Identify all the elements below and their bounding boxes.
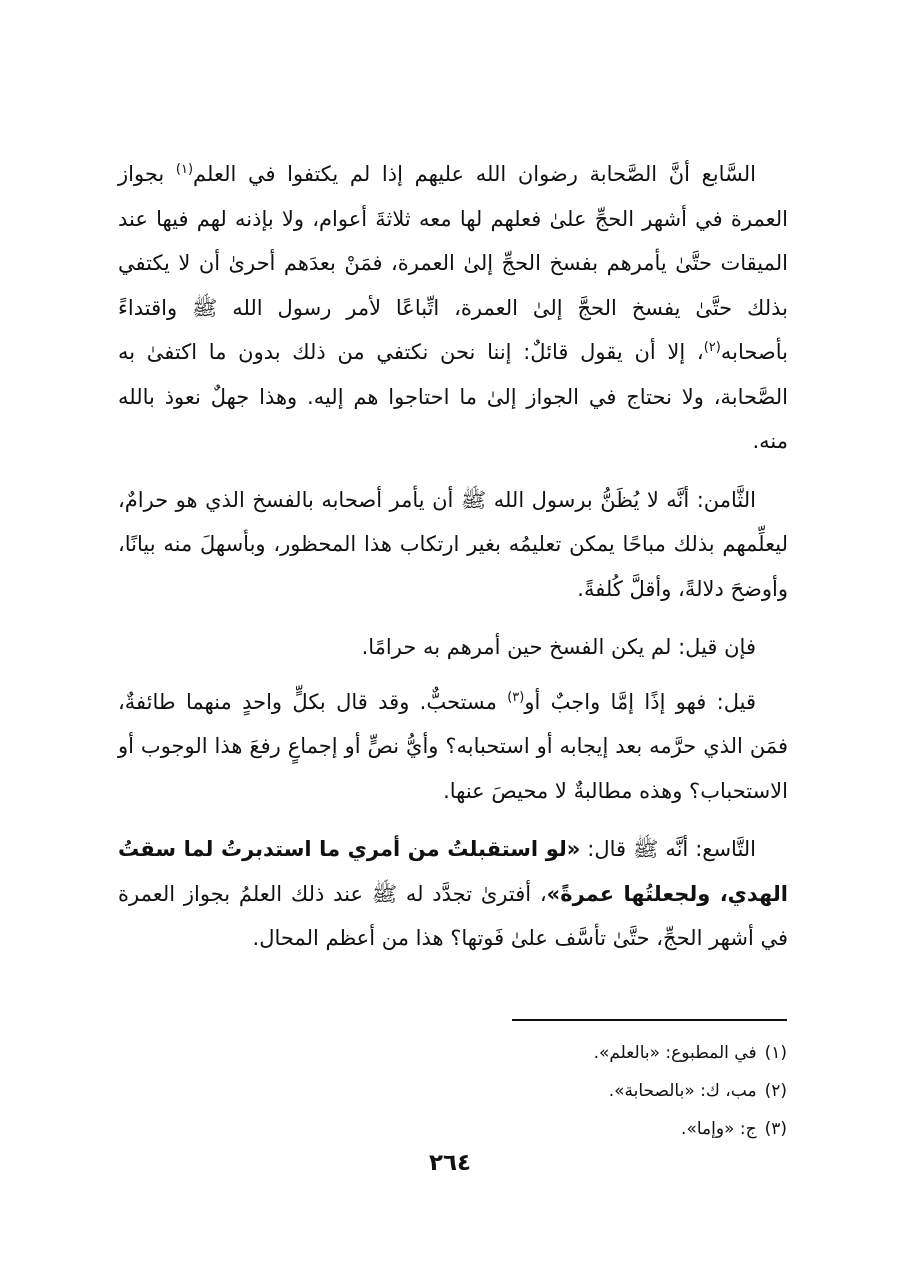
p4-text-a: قيل: فهو إذًا إمَّا واجبٌ أو [524,689,756,714]
hadith-quote: «لو استقبلتُ من أمري ما استدبرتُ لما سقتُ الهدي، ولجعلتُها عمرةً» [118,837,788,906]
page-number: ٢٦٤ [428,1150,472,1176]
p1-text-a: السَّابع أنَّ الصَّحابة رضوان الله عليهم إذا لم يكتفوا في العلم [193,162,756,186]
footnote-2 [300,1076,787,1114]
p4-text-b: مستحبٌّ. وقد قال بكلٍّ واحدٍ منهما طائفةٌ، فمَن الذي حرَّمه بعد إيجابه أو استحبابه؟ وأيُّ نصٍّ أو إجماعٍ رفعَ هذا الوجوب أو الاستحباب؟ وهذه مطالبةٌ لا محيصَ عنها. [118,689,788,803]
footnotes [300,1038,787,1152]
paragraph-seventh [118,152,788,464]
p5-lead: التَّاسع: أنَّه ﷺ قال: [580,837,757,861]
p1-text-b: بجواز العمرة في أشهر الحجِّ علىٰ فعلهم لها معه ثلاثةَ أعوام، ولا بإذنه لهم فيها عند الميقات حتَّىٰ يأمرهم بفسخ الحجِّ إلىٰ العمرة، فمَنْ بعدَهم أحرىٰ أن لا يكتفي بذلك حتَّىٰ يفسخ الحجَّ إلىٰ العمرة، اتِّباعًا لأمر رسول الله ﷺ واقتداءً بأصحابه [118,162,788,364]
footnote-number: (١) [764,1043,787,1063]
p1-text-c: ، إلا أن يقول قائلٌ: إننا نحن نكتفي من ذلك بدون ما اكتفىٰ به الصَّحابة، ولا نحتاج في الجواز إلىٰ ما احتاجوا هم إليه. وهذا جهلٌ نعوذ بالله منه. [118,340,788,453]
paragraph-eighth: الثَّامن: أنَّه لا يُظَنُّ برسول الله ﷺ أن يأمر أصحابه بالفسخ الذي هو حرامٌ، ليعلِّمهم بذلك مباحًا يمكن تعليمُه بغير ارتكاب هذا المحظور، وبأسهلَ منه بيانًا، وأوضحَ دلالةً، وأقلَّ كُلفةً. [118,487,788,601]
paragraph-reply [118,680,788,814]
footnote-ref-1: (١) [175,162,194,177]
footnote-number: (٢) [764,1081,787,1101]
footnote-ref-2: (٢) [703,340,721,355]
footnote-text: ج: «وإما». [681,1119,757,1139]
footnote-number: (٣) [764,1119,787,1139]
paragraph-ninth [118,827,788,961]
footnote-1 [300,1038,787,1076]
footnote-text: مب، ك: «بالصحابة». [608,1081,757,1101]
p5-tail: ، أفترىٰ تجدَّد له ﷺ عند ذلك العلمُ بجواز العمرة في أشهر الحجِّ، حتَّىٰ تأسَّف علىٰ فَوتها؟ هذا من أعظم المحال. [118,881,788,950]
footnote-3 [300,1114,787,1152]
main-text [118,152,788,975]
footnote-ref-3: (٣) [507,689,525,705]
paragraph-objection: فإن قيل: لم يكن الفسخ حين أمرهم به حرامًا. [361,635,756,659]
footnote-text: في المطبوع: «بالعلم». [593,1043,757,1063]
footnote-divider [512,1019,787,1021]
